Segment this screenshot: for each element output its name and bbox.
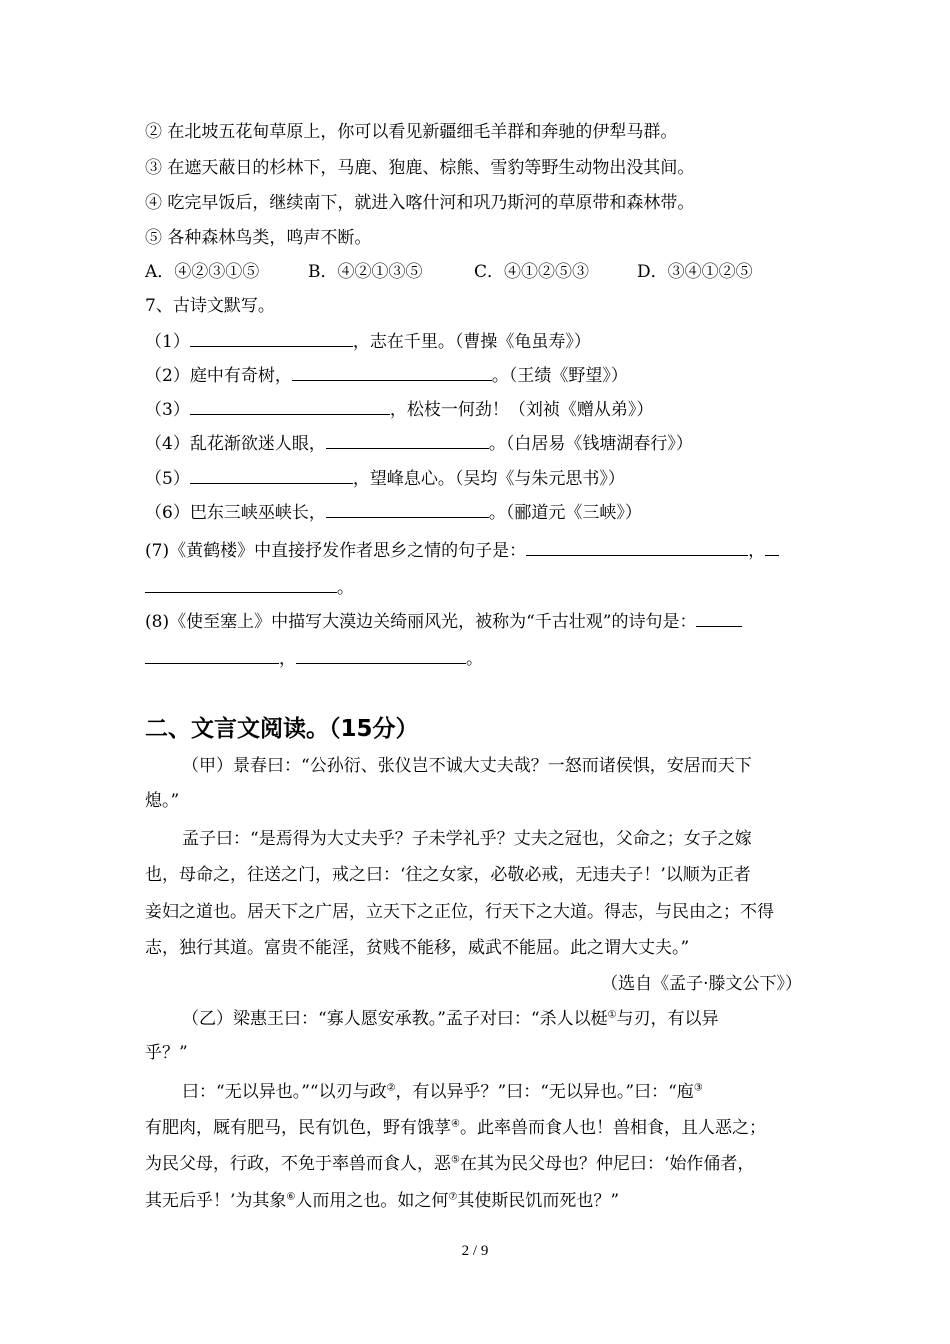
footnote-mark: ③ (693, 1082, 703, 1094)
passage-yi-line-3: 曰：“无以异也。”“以刃与政②，有以异乎？”曰：“无以异也。”曰：“庖③ (182, 1082, 703, 1102)
poem-item-7: (7)《黄鹤楼》中直接抒发作者思乡之情的句子是： ， (145, 539, 779, 562)
option-c: C．④①②⑤③ (474, 262, 590, 282)
passage-yi-line-6: 其无后乎！’为其象⑥人而用之也。如之何⑦其使斯民饥而死也？” (145, 1191, 620, 1211)
passage-yi-line-4: 有肥肉，厩有肥马，民有饥色，野有饿莩④。此率兽而食人也！兽相食，且人恶之； (145, 1118, 766, 1138)
passage-source: （选自《孟子·滕文公下》） (601, 974, 802, 994)
poem-item-8-cont: ， 。 (145, 647, 483, 670)
passage-mengzi-line-3: 妾妇之道也。居天下之广居，立天下之正位，行天下之大道。得志，与民由之；不得 (145, 902, 774, 922)
fill-blank (190, 398, 390, 415)
passage-yi-line-5: 为民父母，行政，不免于率兽而食人，恶⑤在其为民父母也？仲尼曰：‘始作俑者， (145, 1154, 755, 1174)
poem-item-6: （6）巴东三峡巫峡长， 。（郦道元《三峡》） (145, 503, 642, 523)
fill-blank (296, 647, 466, 664)
passage-mengzi-line-1: 孟子曰：“是焉得为大丈夫乎？子未学礼乎？丈夫之冠也，父命之；女子之嫁 (182, 829, 752, 849)
passage-mengzi-line-4: 志，独行其道。富贵不能淫，贫贱不能移，威武不能屈。此之谓大丈夫。” (145, 938, 690, 958)
poem-item-1: （1） ，志在千里。（曹操《龟虽寿》） (145, 332, 591, 352)
fill-blank (145, 647, 279, 664)
poem-item-8: (8)《使至塞上》中描写大漠边关绮丽风光，被称为“千古壮观”的诗句是： (145, 610, 742, 633)
poem-item-7-cont: 。 (145, 576, 354, 599)
footnote-mark: ④ (451, 1118, 460, 1130)
passage-yi-line-2: 乎？” (145, 1043, 188, 1063)
sentence-5: ⑤ 各种森林鸟类，鸣声不断。 (145, 228, 372, 248)
footnote-mark: ② (386, 1082, 396, 1094)
fill-blank (292, 364, 492, 381)
poem-item-4: （4）乱花渐欲迷人眼， 。（白居易《钱塘湖春行》） (145, 434, 693, 454)
sentence-2: ② 在北坡五花甸草原上，你可以看见新疆细毛羊群和奔驰的伊犁马群。 (145, 122, 678, 142)
option-a: A．④②③①⑤ (145, 262, 260, 282)
option-d: D．③④①②⑤ (637, 262, 753, 282)
poem-item-3: （3） ，松枝一何劲！（刘祯《赠从弟》） (145, 400, 654, 420)
fill-blank (326, 432, 489, 449)
answer-options (145, 261, 753, 283)
fill-blank (326, 501, 489, 518)
fill-blank (145, 576, 337, 593)
fill-blank (696, 610, 742, 627)
passage-yi-line-1: （乙）梁惠王曰：“寡人愿安承教。”孟子对曰：“杀人以梃①与刃，有以异 (182, 1009, 719, 1029)
footnote-mark: ⑥ (286, 1191, 296, 1203)
poem-item-2: （2）庭中有奇树， 。（王绩《野望》） (145, 366, 628, 386)
footnote-mark: ⑦ (448, 1191, 458, 1203)
fill-blank (765, 539, 779, 556)
footnote-mark: ① (607, 1009, 617, 1021)
fill-blank (526, 539, 748, 556)
passage-jia-line-1: （甲）景春曰：“公孙衍、张仪岂不诚大丈夫哉？一怒而诸侯惧，安居而天下 (182, 756, 752, 776)
sentence-3: ③ 在遮天蔽日的杉林下，马鹿、狍鹿、棕熊、雪豹等野生动物出没其间。 (145, 158, 695, 178)
section-2-heading: 二、文言文阅读。（15分） (145, 716, 419, 742)
fill-blank (190, 330, 353, 347)
question-7-title: 7、古诗文默写。 (145, 296, 275, 316)
page-number: 2 / 9 (461, 1243, 489, 1259)
option-b: B．④②①③⑤ (308, 262, 423, 282)
passage-mengzi-line-2: 也，母命之，往送之门，戒之曰：‘往之女家，必敬必戒，无违夫子！’以顺为正者 (145, 865, 751, 885)
fill-blank (190, 467, 353, 484)
sentence-4: ④ 吃完早饭后，继续南下，就进入喀什河和巩乃斯河的草原带和森林带。 (145, 193, 695, 213)
passage-jia-line-2: 熄。” (145, 791, 180, 811)
poem-item-5: （5） ，望峰息心。（吴均《与朱元思书》） (145, 469, 625, 489)
footnote-mark: ⑤ (451, 1154, 460, 1166)
